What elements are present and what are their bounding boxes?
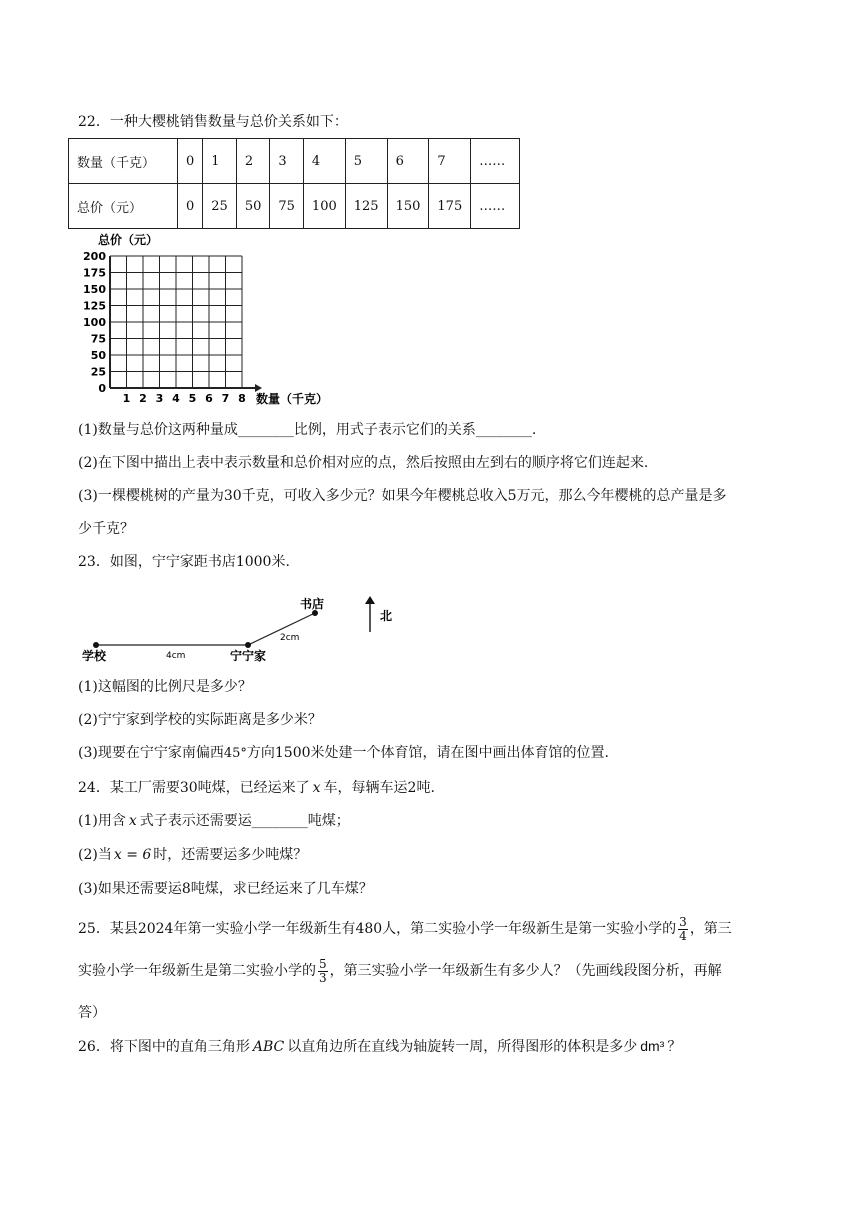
table-cell: 1 <box>203 139 237 184</box>
x-tick-labels <box>123 392 246 405</box>
table-cell: 25 <box>203 184 237 229</box>
fraction-denominator: 4 <box>679 928 687 943</box>
y-tick-label: 200 <box>83 250 106 263</box>
triangle-abc: ABC <box>252 1039 285 1055</box>
table-cell: 75 <box>270 184 304 229</box>
school-point <box>93 642 99 648</box>
y-tick-label: 0 <box>98 382 106 395</box>
q22-part2: (2)在下图中描出上表中表示数量和总价相对应的点，然后按照由左到右的顺序将它们连起来. <box>78 455 649 471</box>
table-cell: 0 <box>178 139 203 184</box>
variable-x: x <box>312 780 321 796</box>
table-cell: 175 <box>429 184 471 229</box>
table-cell: 数量（千克） <box>69 139 178 184</box>
fraction-numerator: 5 <box>319 956 327 971</box>
table-cell: 2 <box>236 139 270 184</box>
table-row <box>69 184 520 229</box>
table-cell: 4 <box>303 139 345 184</box>
fraction-3-4 <box>678 916 688 943</box>
q24-intro <box>78 778 435 798</box>
table-cell: 7 <box>429 139 471 184</box>
x-tick-label: 1 <box>122 392 131 405</box>
school-label: 学校 <box>82 649 107 663</box>
angle-value: 45° <box>223 746 247 761</box>
variable-x: x <box>128 813 137 829</box>
fraction-5-3 <box>318 958 328 985</box>
q24-intro-b: 车，每辆车运2吨. <box>323 780 435 796</box>
x-tick-label: 3 <box>155 392 164 405</box>
q24-part2-a: (2)当 <box>78 847 112 863</box>
q22-part1: (1)数量与总价这两种量成________比例，用式子表示它们的关系________. <box>78 422 537 438</box>
q25-line1-b: ，第三 <box>689 921 732 937</box>
q23-part3 <box>78 743 609 764</box>
route-map <box>78 594 418 666</box>
fraction-numerator: 3 <box>679 914 687 929</box>
north-arrow-head-icon <box>365 596 375 604</box>
y-tick-label: 50 <box>90 349 106 362</box>
q23-part2: (2)宁宁家到学校的实际距离是多少米？ <box>78 712 322 728</box>
x-tick-label: 7 <box>221 392 230 405</box>
north-label: 北 <box>380 609 393 623</box>
y-tick-label: 75 <box>90 332 106 346</box>
table-cell: 100 <box>303 184 345 229</box>
q25-line1 <box>78 912 732 946</box>
q26-text-a: 26．将下图中的直角三角形 <box>78 1039 250 1055</box>
table-cell: 总价（元） <box>69 184 178 229</box>
x-axis-arrow-icon <box>255 384 262 392</box>
table-row <box>69 139 520 184</box>
unit-dm3: dm³ <box>640 1038 665 1054</box>
table-cell: 150 <box>387 184 429 229</box>
table-cell: 125 <box>345 184 387 229</box>
y-tick-labels <box>83 250 106 395</box>
y-tick-label: 25 <box>90 365 106 379</box>
table-cell: …… <box>471 184 520 229</box>
q24-part2-b: 时，还需要运多少吨煤？ <box>153 847 308 863</box>
fraction-denominator: 3 <box>319 970 327 985</box>
q24-part1 <box>78 811 350 831</box>
q22-part3-line1: (3)一棵樱桃树的产量为30千克，可收入多少元？如果今年樱桃总收入5万元，那么今年樱桃的总产量是多 <box>78 488 727 504</box>
q25-line1-a: 25．某县2024年第一实验小学一年级新生有480人，第二实验小学一年级新生是第一实验小学的 <box>78 921 677 937</box>
x-tick-label: 6 <box>205 392 213 405</box>
x-axis-title: 数量（千克） <box>256 392 329 406</box>
q24-part2 <box>78 845 307 865</box>
q23-part3-text-a: (3)现要在宁宁家南偏西 <box>78 745 224 761</box>
q24-part3: (3)如果还需要运8吨煤，求已经运来了几车煤？ <box>78 881 373 897</box>
q23-part3-text-b: 方向1500米处建一个体育馆，请在图中画出体育馆的位置. <box>246 745 609 761</box>
y-tick-label: 150 <box>83 283 106 296</box>
q23-part1: (1)这幅图的比例尺是多少？ <box>78 679 252 695</box>
y-axis-title: 总价（元） <box>98 233 159 247</box>
y-tick-label: 175 <box>83 266 106 280</box>
q25-line3: 答） <box>78 1005 106 1021</box>
q24-part1-a: (1)用含 <box>78 813 126 829</box>
equation-x-6: x = 6 <box>113 847 152 863</box>
distance-label-2cm: 2cm <box>280 633 300 643</box>
q25-line2-a: 实验小学一年级新生是第二实验小学的 <box>78 963 316 979</box>
table-cell: 5 <box>345 139 387 184</box>
price-grid-graph <box>78 228 338 410</box>
q22-intro: 22．一种大樱桃销售数量与总价关系如下： <box>78 114 348 130</box>
table-cell: …… <box>471 139 520 184</box>
table-cell: 0 <box>178 184 203 229</box>
x-tick-label: 8 <box>238 392 246 405</box>
table-cell: 3 <box>270 139 304 184</box>
q26-text-b: 以直角边所在直线为轴旋转一周，所得图形的体积是多少 <box>287 1039 638 1055</box>
x-tick-label: 4 <box>172 392 180 405</box>
store-label: 书店 <box>300 597 325 611</box>
q22-part3-line2: 少千克？ <box>78 521 134 537</box>
x-tick-label: 5 <box>188 392 197 405</box>
q25-line2 <box>78 954 722 988</box>
q24-intro-a: 24．某工厂需要30吨煤，已经运来了 <box>78 780 310 796</box>
home-label: 宁宁家 <box>230 649 267 663</box>
table-cell: 50 <box>236 184 270 229</box>
q24-part1-b: 式子表示还需要运________吨煤； <box>139 813 350 829</box>
x-tick-label: 2 <box>139 392 147 405</box>
q26-text <box>78 1036 681 1057</box>
q23-intro: 23．如图，宁宁家距书店1000米. <box>78 554 290 570</box>
distance-label-4cm: 4cm <box>166 651 186 661</box>
price-table <box>68 138 520 229</box>
home-point <box>245 642 251 648</box>
q26-text-c: ？ <box>667 1039 682 1055</box>
grid-lines <box>110 256 262 392</box>
table-cell: 6 <box>387 139 429 184</box>
y-tick-label: 100 <box>83 316 106 329</box>
y-tick-label: 125 <box>83 299 106 313</box>
q25-line2-b: ，第三实验小学一年级新生有多少人？（先画线段图分析，再解 <box>329 963 722 979</box>
